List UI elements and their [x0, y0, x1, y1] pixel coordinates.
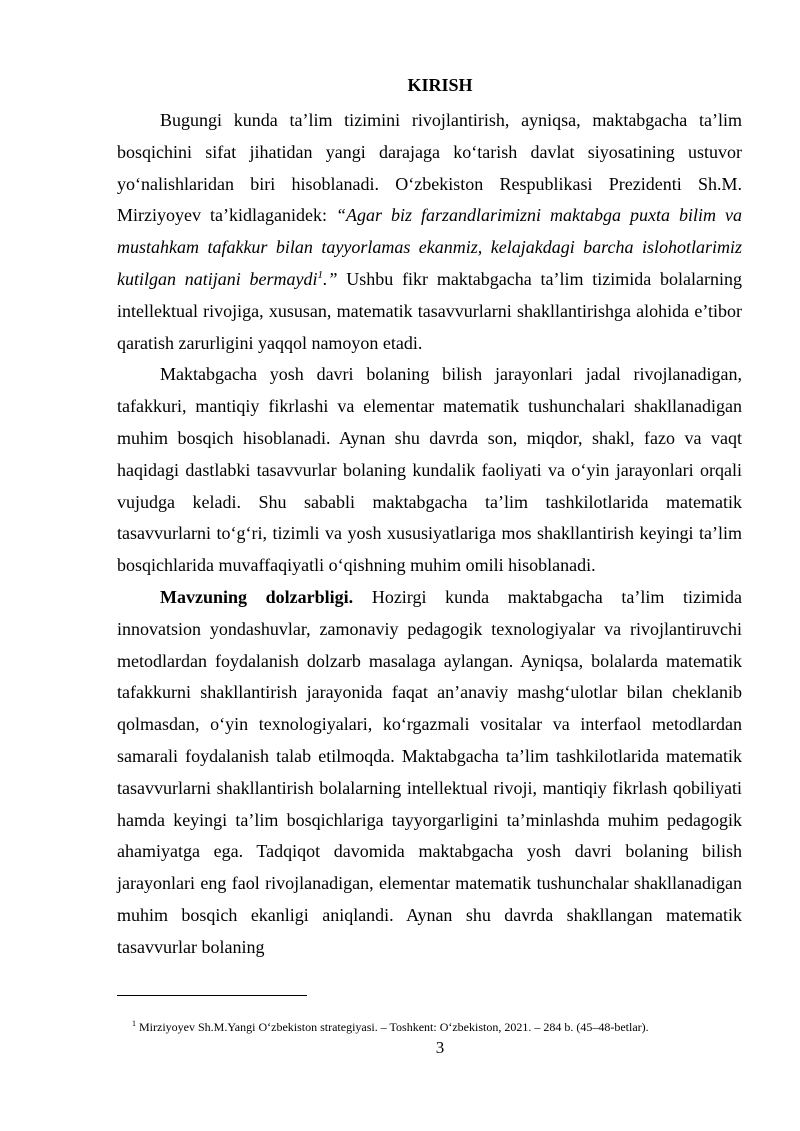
footnote-marker: 1 — [132, 1019, 136, 1028]
president-quote: “Agar biz farzandlarimizni maktabga puxta bilim va mustahkam tafakkur bilan tayyorlamas ekanmiz, kelajakdagi barcha islohotlarimiz kutilgan natijani bermaydi — [117, 205, 742, 289]
paragraph-3 — [117, 582, 742, 964]
body-text — [117, 105, 742, 964]
footnote-ref[interactable]: 1 — [317, 268, 324, 281]
paragraph-1-text-b: Ushbu fikr maktabgacha ta’lim tizimida bolalarning intellektual rivojiga, xususan, matematik tasavvurlarni shakllantirishga alohida e’tibor qaratish zarurligini yaqqol namoyon etadi. — [117, 268, 743, 353]
paragraph-2: Maktabgacha yosh davri bolaning bilish jarayonlari jadal rivojlanadigan, tafakkuri, mantiqiy fikrlashi va elementar matematik tushunchalari shakllanadigan muhim bosqich hisoblanadi. Aynan shu davrda son, miqdor, shakl, fazo va vaqt haqidagi dastlabki tasavvurlar bolaning kundalik faoliyati va o‘yin jarayonlari orqali vujudga keladi. Shu sababli maktabgacha ta’lim tashkilotlarida matematik tasavvurlarni to‘g‘ri, tizimli va yosh xususiyatlariga mos shakllantirish keyingi ta’lim bosqichlarida muvaffaqiyatli o‘qishning muhim omili hisoblanadi. — [117, 364, 742, 576]
footnote — [117, 1020, 742, 1034]
page-number: 3 — [435, 1038, 445, 1057]
footnote-text: Mirziyoyev Sh.M.Yangi O‘zbekiston strategiyasi. – Toshkent: O‘zbekiston, 2021. – 284 b. (45–48-betlar). — [136, 1020, 649, 1034]
relevance-heading: Mavzuning dolzarbligi. — [160, 586, 354, 607]
paragraph-1 — [117, 105, 742, 359]
footnote-separator — [117, 995, 307, 996]
paragraph-1-text-a: Bugungi kunda ta’lim tizimini rivojlantirish, ayniqsa, maktabgacha ta’lim bosqichini sifat jihatidan yangi darajaga ko‘tarish davlat siyosatining ustuvor yo‘nalishlaridan biri hisoblanadi. O‘zbekiston Respublikasi Prezidenti Sh.M. Mirziyoyev ta’kidlaganidek: — [117, 110, 742, 226]
page-title: KIRISH — [407, 75, 473, 95]
paragraph-3-text: Hozirgi kunda maktabgacha ta’lim tizimida innovatsion yondashuvlar, zamonaviy pedagogik texnologiyalar va rivojlantiruvchi metodlardan foydalanish dolzarb masalaga aylangan. Ayniqsa, bolalarda matematik tafakkurni shakllantirish jarayonida faqat an’anaviy mashg‘ulotlar bilan cheklanib qolmasdan, o‘yin texnologiyalari, ko‘rgazmali vositalar va interfaol metodlardan samarali foydalanish talab etilmoqda. Maktabgacha ta’lim tashkilotlarida matematik tasavvurlarni shakllantirish bolalarning intellektual rivoji, mantiqiy fikrlash qobiliyati hamda keyingi ta’lim bosqichlariga tayyorgarligini ta’minlashda muhim pedagogik ahamiyatga ega. Tadqiqot davomida maktabgacha yosh davri bolaning bilish jarayonlari eng faol rivojlanadigan, elementar matematik tushunchalar shakllanadigan muhim bosqich ekanligi aniqlandi. Aynan shu davrda shakllangan matematik tasavvurlar bolaning — [117, 586, 742, 957]
quote-end: .” — [323, 268, 338, 289]
